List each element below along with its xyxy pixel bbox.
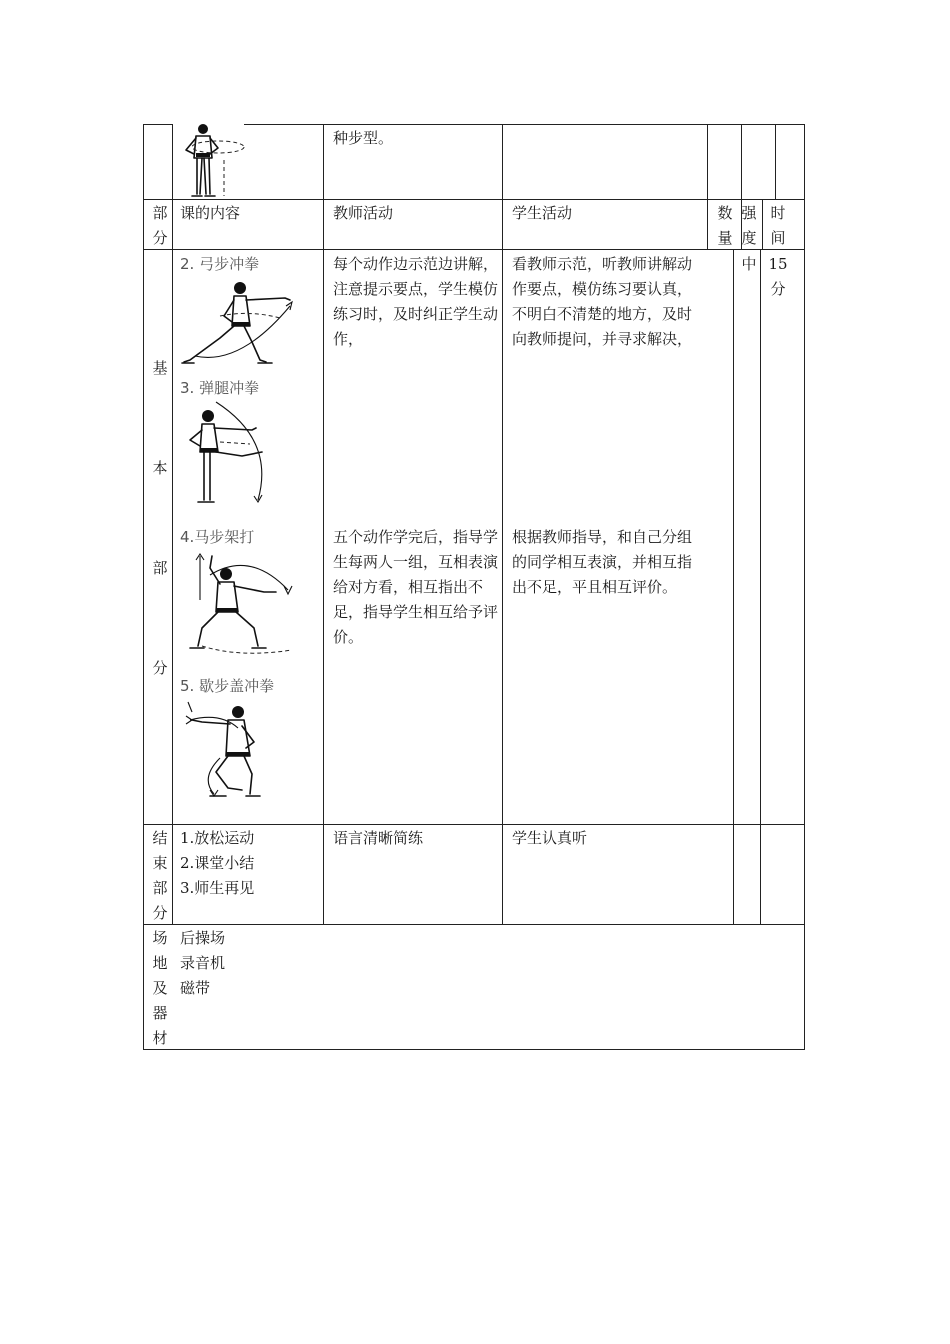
rest-stance-cover-punch-figure-icon [180, 698, 280, 803]
header-content: 课的内容 [180, 204, 241, 222]
venue-item: 磁带 [180, 979, 211, 997]
table-rule [143, 249, 805, 250]
basic-item-label: 3. 弹腿冲拳 [180, 379, 260, 397]
basic-item-label: 2. 弓步冲拳 [180, 255, 260, 273]
basic-item-label: 5. 歇步盖冲拳 [180, 677, 275, 695]
ending-item: 2.课堂小结 [180, 854, 255, 872]
table-rule [143, 824, 805, 825]
venue-item: 后操场 [180, 929, 226, 947]
basic-time: 15分 [768, 255, 788, 298]
table-border-left [143, 124, 144, 1050]
basic-part-label: 基本部分 [152, 359, 168, 677]
header-quantity: 数量 [717, 204, 733, 247]
header-student: 学生活动 [512, 204, 573, 222]
table-border-top [244, 124, 805, 125]
ending-item: 1.放松运动 [180, 829, 255, 847]
ending-student-text: 学生认真听 [512, 829, 588, 847]
table-col-divider [733, 249, 734, 924]
table-col-divider [172, 124, 173, 924]
table-col-divider [760, 249, 761, 924]
ending-part-label: 结束部分 [152, 829, 168, 922]
basic-item-label: 4.马步架打 [180, 528, 255, 546]
table-col-divider [707, 124, 708, 249]
table-border-top [143, 124, 172, 125]
table-col-divider [502, 124, 503, 924]
ending-teacher-text: 语言清晰简练 [333, 829, 424, 847]
stance-figure-icon [178, 120, 248, 200]
table-col-divider [323, 124, 324, 924]
header-teacher: 教师活动 [333, 204, 394, 222]
snap-kick-punch-figure-icon [180, 400, 275, 505]
basic-student-text-1: 看教师示范，听教师讲解动作要点，模仿练习要认真，不明白不清楚的地方，及时向教师提问，并寻求解决， [512, 255, 693, 348]
basic-intensity: 中 [741, 255, 757, 273]
table-border-right [804, 124, 805, 1050]
venue-part-label: 场地及器材 [152, 929, 168, 1047]
ending-item: 3.师生再见 [180, 879, 255, 897]
basic-teacher-text-1: 每个动作边示范边讲解，注意提示要点，学生模仿练习时，及时纠正学生动作， [333, 255, 499, 348]
table-col-divider [775, 124, 776, 199]
table-border-bottom [143, 1049, 805, 1050]
bow-stance-punch-figure-icon [180, 276, 305, 371]
table-col-divider [762, 199, 763, 249]
carryover-teacher-text: 种步型。 [333, 129, 394, 147]
basic-student-text-2: 根据教师指导，和自己分组的同学相互表演，并相互指出不足，平且相互评价。 [512, 528, 693, 596]
header-intensity: 强度 [741, 204, 757, 247]
basic-teacher-text-2: 五个动作学完后，指导学生每两人一组，互相表演给对方看，相互指出不足，指导学生相互给予评价。 [333, 528, 499, 646]
table-rule [143, 924, 805, 925]
horse-stance-block-strike-figure-icon [180, 550, 295, 655]
venue-item: 录音机 [180, 954, 226, 972]
header-part: 部分 [152, 204, 168, 247]
header-time: 时间 [770, 204, 786, 247]
